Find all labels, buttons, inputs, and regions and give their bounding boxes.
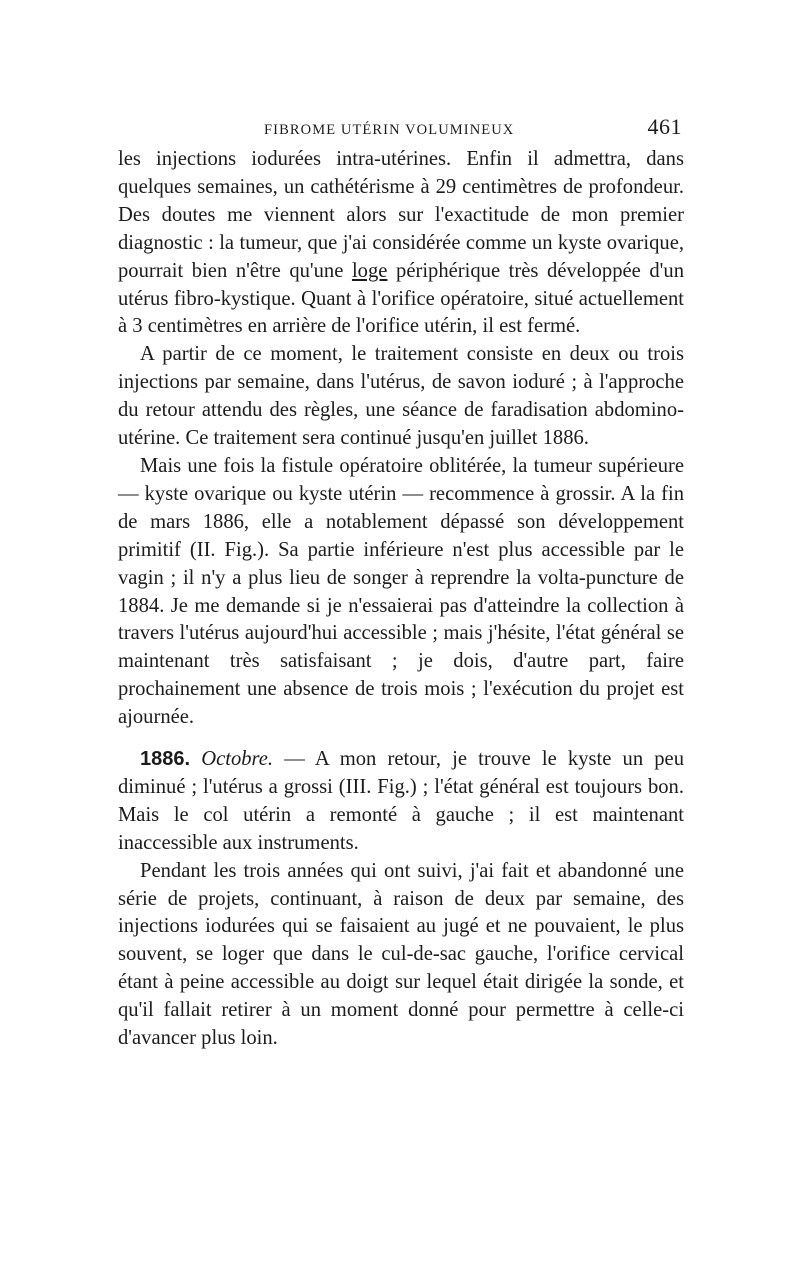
entry-month: Octobre. (201, 748, 274, 771)
paragraph-1 (118, 146, 684, 341)
paragraph-1-part-2: périphérique très développée d'un utérus fibro-kystique. Quant à l'orifice opératoire, situé actuellement à 3 centimètres en arrière de l'orifice utérin, il est fermé. (118, 259, 684, 338)
paragraph-5: Pendant les trois années qui ont suivi, j'ai fait et abandonné une série de projets, continuant, à raison de deux par semaine, des injections iodurées qui se faisaient au jugé et ne pouvaient, le plus souvent, se loger que dans le cul-de-sac gauche, l'orifice cervical étant à peine accessible au doigt sur lequel était dirigée la sonde, et qu'il fallait retirer à un moment donné pour permettre à celle-ci d'avancer plus loin. (118, 859, 684, 1050)
underlined-word: loge (351, 259, 388, 282)
page-number: 461 (647, 114, 682, 139)
entry-year: 1886. (140, 748, 191, 771)
running-title: FIBROME UTÉRIN VOLUMINEUX (264, 122, 515, 138)
running-head (118, 112, 684, 146)
paragraph-3: Mais une fois la fistule opératoire oblitérée, la tumeur supérieure — kyste ovarique ou kyste utérin — recommence à grossir. A la fin de mars 1886, elle a notablement dépassé son développement primitif (II. Fig.). Sa partie inférieure n'est plus accessible par le vagin ; il n'y a plus lieu de songer à reprendre la volta-puncture de 1884. Je me demande si je n'essaierai pas d'atteindre la collection à travers l'utérus aujourd'hui accessible ; mais j'hésite, l'état général se maintenant très satisfaisant ; je dois, d'autre part, faire prochainement une absence de trois mois ; l'exécution du projet est ajournée. (118, 454, 684, 729)
paragraph-2: A partir de ce moment, le traitement consiste en deux ou trois injections par semaine, dans l'utérus, de savon ioduré ; à l'approche du retour attendu des règles, une séance de faradisation abdomino-utérine. Ce traitement sera continué jusqu'en juillet 1886. (118, 343, 684, 450)
body-text (118, 146, 684, 1053)
paragraph-4 (118, 746, 684, 858)
book-page (118, 112, 684, 1053)
paragraph-1-part-1: les injections iodurées intra-utérines. Enfin il admettra, dans quelques semaines, un cathétérisme à 29 centimètres de profondeur. Des doutes me viennent alors sur l'exactitude de mon premier diagnostic : la tumeur, que j'ai considérée comme un kyste ovarique, pourrait bien n'être qu'une (118, 148, 684, 282)
paragraph-4-text: — A mon retour, je trouve le kyste un peu diminué ; l'utérus a grossi (III. Fig.) ; l'état général est toujours bon. Mais le col utérin a remonté à gauche ; il est maintenant inaccessible aux instruments. (118, 748, 684, 854)
